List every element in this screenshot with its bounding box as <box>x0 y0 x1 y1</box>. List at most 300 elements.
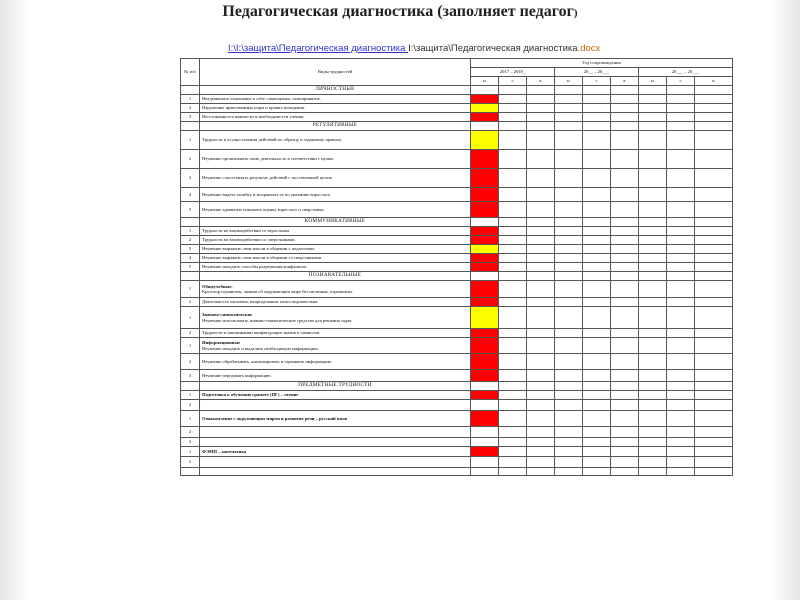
assessment-cell[interactable] <box>667 263 695 272</box>
assessment-cell[interactable] <box>639 447 667 457</box>
assessment-cell-yellow[interactable] <box>471 104 499 113</box>
assessment-cell[interactable] <box>471 457 499 468</box>
mark-header: н <box>471 77 499 86</box>
assessment-cell[interactable] <box>499 298 527 307</box>
assessment-cell[interactable] <box>583 391 611 400</box>
assessment-cell[interactable] <box>499 457 527 468</box>
section-cell <box>639 218 667 227</box>
assessment-cell[interactable] <box>555 113 583 122</box>
assessment-cell[interactable] <box>667 131 695 150</box>
assessment-cell[interactable] <box>611 370 639 382</box>
section-cell <box>555 122 583 131</box>
assessment-cell-red[interactable] <box>471 391 499 400</box>
assessment-cell[interactable] <box>667 245 695 254</box>
assessment-cell[interactable] <box>527 227 555 236</box>
assessment-cell[interactable] <box>499 427 527 438</box>
assessment-cell[interactable] <box>527 281 555 298</box>
assessment-cell[interactable] <box>611 329 639 338</box>
difficulty-text: Неумение организовать свою деятельность в соответствии с целью. <box>202 156 335 162</box>
assessment-cell[interactable] <box>639 438 667 447</box>
assessment-cell[interactable] <box>611 281 639 298</box>
assessment-cell[interactable] <box>695 427 733 438</box>
assessment-cell[interactable] <box>499 202 527 218</box>
assessment-cell[interactable] <box>555 104 583 113</box>
assessment-cell[interactable] <box>555 188 583 202</box>
section-cell <box>471 122 499 131</box>
assessment-cell[interactable] <box>611 457 639 468</box>
assessment-cell-red[interactable] <box>471 281 499 298</box>
assessment-cell[interactable] <box>583 188 611 202</box>
assessment-cell[interactable] <box>695 95 733 104</box>
assessment-cell[interactable] <box>527 468 555 476</box>
assessment-cell[interactable] <box>667 113 695 122</box>
difficulty-description <box>200 281 471 298</box>
table-row <box>181 263 733 272</box>
assessment-cell[interactable] <box>471 427 499 438</box>
assessment-cell[interactable] <box>611 254 639 263</box>
assessment-cell[interactable] <box>611 245 639 254</box>
assessment-cell[interactable] <box>667 438 695 447</box>
assessment-cell[interactable] <box>555 457 583 468</box>
assessment-cell[interactable] <box>639 104 667 113</box>
table-row <box>181 188 733 202</box>
assessment-cell[interactable] <box>527 338 555 354</box>
assessment-cell[interactable] <box>611 150 639 169</box>
assessment-cell[interactable] <box>527 254 555 263</box>
assessment-cell[interactable] <box>499 400 527 411</box>
section-cell <box>527 218 555 227</box>
table-row <box>181 447 733 457</box>
page-title-text: Педагогическая диагностика (заполняет педагог <box>222 3 574 20</box>
assessment-cell[interactable] <box>695 254 733 263</box>
difficulty-text: Трудности в осуществлении действий по образцу и заданному правилу. <box>202 137 343 143</box>
assessment-cell[interactable] <box>583 263 611 272</box>
assessment-cell[interactable] <box>695 391 733 400</box>
assessment-cell[interactable] <box>527 150 555 169</box>
assessment-cell[interactable] <box>611 354 639 370</box>
assessment-cell[interactable] <box>499 411 527 427</box>
assessment-cell[interactable] <box>583 202 611 218</box>
assessment-cell[interactable] <box>555 329 583 338</box>
assessment-cell[interactable] <box>611 427 639 438</box>
assessment-cell[interactable] <box>695 447 733 457</box>
assessment-cell[interactable] <box>667 254 695 263</box>
assessment-cell[interactable] <box>611 391 639 400</box>
assessment-cell[interactable] <box>583 329 611 338</box>
assessment-cell[interactable] <box>499 329 527 338</box>
assessment-cell[interactable] <box>555 438 583 447</box>
assessment-cell[interactable] <box>611 104 639 113</box>
table-row <box>181 169 733 188</box>
assessment-cell[interactable] <box>667 150 695 169</box>
assessment-cell[interactable] <box>527 263 555 272</box>
assessment-cell[interactable] <box>555 370 583 382</box>
assessment-cell[interactable] <box>527 188 555 202</box>
assessment-cell[interactable] <box>667 411 695 427</box>
assessment-cell[interactable] <box>639 188 667 202</box>
row-number: 2 <box>181 150 200 169</box>
assessment-cell[interactable] <box>583 411 611 427</box>
assessment-cell[interactable] <box>583 400 611 411</box>
assessment-cell[interactable] <box>695 468 733 476</box>
difficulty-text: Неумение находить способы разрешения конфликтов <box>202 264 307 270</box>
assessment-cell[interactable] <box>667 188 695 202</box>
assessment-cell[interactable] <box>555 447 583 457</box>
assessment-cell[interactable] <box>611 298 639 307</box>
row-number: 4 <box>181 254 200 263</box>
assessment-cell[interactable] <box>583 236 611 245</box>
assessment-cell[interactable] <box>583 254 611 263</box>
assessment-cell[interactable] <box>639 391 667 400</box>
assessment-cell[interactable] <box>583 113 611 122</box>
assessment-cell[interactable] <box>583 227 611 236</box>
assessment-cell[interactable] <box>583 150 611 169</box>
assessment-cell-yellow[interactable] <box>471 307 499 329</box>
assessment-cell[interactable] <box>527 169 555 188</box>
difficulty-description <box>200 427 471 438</box>
assessment-cell[interactable] <box>695 263 733 272</box>
section-cell <box>611 382 639 391</box>
section-cell <box>499 122 527 131</box>
assessment-cell[interactable] <box>499 104 527 113</box>
assessment-cell[interactable] <box>471 438 499 447</box>
assessment-cell[interactable] <box>611 188 639 202</box>
section-cell <box>583 382 611 391</box>
assessment-cell[interactable] <box>555 95 583 104</box>
assessment-cell[interactable] <box>667 104 695 113</box>
assessment-cell[interactable] <box>667 169 695 188</box>
assessment-cell[interactable] <box>639 370 667 382</box>
assessment-cell[interactable] <box>527 457 555 468</box>
assessment-cell[interactable] <box>611 468 639 476</box>
assessment-cell[interactable] <box>639 169 667 188</box>
assessment-cell[interactable] <box>583 338 611 354</box>
assessment-cell[interactable] <box>611 202 639 218</box>
assessment-cell[interactable] <box>583 307 611 329</box>
assessment-cell[interactable] <box>527 427 555 438</box>
assessment-cell[interactable] <box>499 227 527 236</box>
assessment-cell[interactable] <box>611 95 639 104</box>
assessment-cell[interactable] <box>639 150 667 169</box>
assessment-cell[interactable] <box>695 307 733 329</box>
row-number: 1 <box>181 281 200 298</box>
assessment-cell[interactable] <box>667 281 695 298</box>
assessment-cell[interactable] <box>583 438 611 447</box>
assessment-cell-red[interactable] <box>471 411 499 427</box>
assessment-cell[interactable] <box>471 400 499 411</box>
assessment-cell[interactable] <box>611 227 639 236</box>
assessment-cell[interactable] <box>639 427 667 438</box>
assessment-cell[interactable] <box>667 307 695 329</box>
assessment-cell[interactable] <box>555 150 583 169</box>
assessment-cell[interactable] <box>527 113 555 122</box>
assessment-cell[interactable] <box>555 202 583 218</box>
assessment-cell[interactable] <box>499 447 527 457</box>
assessment-cell[interactable] <box>639 113 667 122</box>
assessment-cell[interactable] <box>695 245 733 254</box>
assessment-cell[interactable] <box>527 245 555 254</box>
section-cell <box>555 272 583 281</box>
assessment-cell[interactable] <box>695 354 733 370</box>
assessment-cell[interactable] <box>583 427 611 438</box>
assessment-cell[interactable] <box>667 370 695 382</box>
link-root-drive[interactable]: I:\ <box>228 43 236 54</box>
assessment-cell[interactable] <box>611 236 639 245</box>
assessment-cell[interactable] <box>499 263 527 272</box>
section-cell <box>611 218 639 227</box>
assessment-cell-yellow[interactable] <box>471 131 499 150</box>
assessment-cell-red[interactable] <box>471 329 499 338</box>
assessment-cell[interactable] <box>639 227 667 236</box>
assessment-cell-red[interactable] <box>471 150 499 169</box>
assessment-cell-red[interactable] <box>471 298 499 307</box>
assessment-cell[interactable] <box>555 263 583 272</box>
assessment-cell[interactable] <box>499 354 527 370</box>
assessment-cell[interactable] <box>639 254 667 263</box>
assessment-cell[interactable] <box>499 391 527 400</box>
assessment-cell[interactable] <box>499 468 527 476</box>
assessment-cell[interactable] <box>499 188 527 202</box>
assessment-cell[interactable] <box>695 227 733 236</box>
assessment-cell[interactable] <box>695 338 733 354</box>
table-row <box>181 391 733 400</box>
assessment-cell[interactable] <box>639 468 667 476</box>
assessment-cell[interactable] <box>583 457 611 468</box>
assessment-cell[interactable] <box>499 370 527 382</box>
assessment-cell[interactable] <box>527 400 555 411</box>
assessment-cell[interactable] <box>499 245 527 254</box>
assessment-cell-red[interactable] <box>471 447 499 457</box>
assessment-cell-red[interactable] <box>471 227 499 236</box>
row-number: 2 <box>181 298 200 307</box>
assessment-cell[interactable] <box>639 298 667 307</box>
assessment-cell[interactable] <box>667 391 695 400</box>
assessment-cell[interactable] <box>667 400 695 411</box>
assessment-cell[interactable] <box>527 391 555 400</box>
assessment-cell[interactable] <box>639 202 667 218</box>
year-header: 2017 – 2018_ <box>471 68 555 77</box>
assessment-cell[interactable] <box>555 354 583 370</box>
assessment-cell[interactable] <box>555 411 583 427</box>
assessment-cell[interactable] <box>499 281 527 298</box>
assessment-cell[interactable] <box>611 263 639 272</box>
assessment-cell[interactable] <box>499 95 527 104</box>
assessment-cell[interactable] <box>527 104 555 113</box>
assessment-cell[interactable] <box>695 298 733 307</box>
assessment-cell[interactable] <box>527 329 555 338</box>
assessment-cell[interactable] <box>583 298 611 307</box>
assessment-cell[interactable] <box>583 468 611 476</box>
assessment-cell-red[interactable] <box>471 354 499 370</box>
assessment-cell[interactable] <box>611 438 639 447</box>
assessment-cell[interactable] <box>695 438 733 447</box>
assessment-cell[interactable] <box>611 400 639 411</box>
assessment-cell-red[interactable] <box>471 254 499 263</box>
assessment-cell[interactable] <box>527 236 555 245</box>
assessment-cell[interactable] <box>667 236 695 245</box>
assessment-cell[interactable] <box>695 370 733 382</box>
assessment-cell[interactable] <box>695 188 733 202</box>
difficulty-description <box>200 370 471 382</box>
assessment-cell[interactable] <box>639 338 667 354</box>
assessment-cell[interactable] <box>695 281 733 298</box>
assessment-cell[interactable] <box>695 169 733 188</box>
assessment-cell[interactable] <box>527 354 555 370</box>
table-row <box>181 338 733 354</box>
assessment-cell[interactable] <box>555 236 583 245</box>
difficulty-description <box>200 457 471 468</box>
section-title: ПРЕДМЕТНЫЕ ТРУДНОСТИ <box>200 382 471 391</box>
assessment-cell[interactable] <box>667 354 695 370</box>
assessment-cell[interactable] <box>639 354 667 370</box>
assessment-cell[interactable] <box>527 411 555 427</box>
assessment-cell[interactable] <box>499 113 527 122</box>
assessment-cell[interactable] <box>695 150 733 169</box>
assessment-cell[interactable] <box>555 254 583 263</box>
assessment-cell[interactable] <box>527 447 555 457</box>
assessment-cell[interactable] <box>611 113 639 122</box>
assessment-cell-red[interactable] <box>471 236 499 245</box>
assessment-cell-red[interactable] <box>471 113 499 122</box>
table-row <box>181 329 733 338</box>
assessment-cell[interactable] <box>583 370 611 382</box>
difficulty-description <box>200 400 471 411</box>
assessment-cell[interactable] <box>499 236 527 245</box>
assessment-cell[interactable] <box>499 131 527 150</box>
assessment-cell-red[interactable] <box>471 370 499 382</box>
assessment-cell[interactable] <box>555 391 583 400</box>
assessment-cell[interactable] <box>555 307 583 329</box>
assessment-cell[interactable] <box>527 131 555 150</box>
assessment-cell[interactable] <box>667 329 695 338</box>
assessment-cell[interactable] <box>611 307 639 329</box>
assessment-cell[interactable] <box>639 307 667 329</box>
assessment-cell[interactable] <box>667 447 695 457</box>
assessment-cell[interactable] <box>555 245 583 254</box>
assessment-cell-red[interactable] <box>471 188 499 202</box>
assessment-cell[interactable] <box>695 329 733 338</box>
section-cell <box>695 218 733 227</box>
assessment-cell[interactable] <box>555 227 583 236</box>
assessment-cell[interactable] <box>639 281 667 298</box>
assessment-cell[interactable] <box>583 169 611 188</box>
assessment-cell[interactable] <box>639 236 667 245</box>
assessment-cell[interactable] <box>583 131 611 150</box>
assessment-cell[interactable] <box>695 457 733 468</box>
assessment-cell-yellow[interactable] <box>471 245 499 254</box>
assessment-cell[interactable] <box>499 169 527 188</box>
assessment-cell[interactable] <box>499 254 527 263</box>
assessment-cell[interactable] <box>667 202 695 218</box>
assessment-cell[interactable] <box>555 298 583 307</box>
assessment-cell[interactable] <box>611 169 639 188</box>
assessment-cell[interactable] <box>695 131 733 150</box>
difficulty-description <box>200 354 471 370</box>
difficulty-text: Неумение передавать информацию. <box>202 372 272 378</box>
assessment-cell[interactable] <box>583 447 611 457</box>
assessment-cell[interactable] <box>583 95 611 104</box>
section-spacer <box>181 218 200 227</box>
assessment-cell[interactable] <box>499 438 527 447</box>
assessment-cell[interactable] <box>555 427 583 438</box>
assessment-cell[interactable] <box>555 468 583 476</box>
assessment-cell[interactable] <box>695 113 733 122</box>
assessment-cell[interactable] <box>639 245 667 254</box>
section-cell <box>583 86 611 95</box>
assessment-cell[interactable] <box>695 411 733 427</box>
assessment-cell[interactable] <box>555 400 583 411</box>
assessment-cell[interactable] <box>555 131 583 150</box>
assessment-cell-red[interactable] <box>471 263 499 272</box>
assessment-cell[interactable] <box>527 438 555 447</box>
assessment-cell-red[interactable] <box>471 338 499 354</box>
assessment-cell-red[interactable] <box>471 202 499 218</box>
difficulty-text: Неадекватное отношение к себе: самооценка, самопринятие. <box>202 96 321 102</box>
assessment-cell[interactable] <box>527 202 555 218</box>
assessment-cell[interactable] <box>611 131 639 150</box>
assessment-cell[interactable] <box>695 104 733 113</box>
assessment-cell[interactable] <box>471 468 499 476</box>
assessment-cell[interactable] <box>499 307 527 329</box>
assessment-cell[interactable] <box>639 400 667 411</box>
assessment-cell[interactable] <box>639 95 667 104</box>
page-shadow-left <box>0 0 30 600</box>
assessment-cell[interactable] <box>667 227 695 236</box>
assessment-cell[interactable] <box>667 95 695 104</box>
difficulty-description <box>200 254 471 263</box>
section-cell <box>667 382 695 391</box>
assessment-cell[interactable] <box>667 427 695 438</box>
assessment-cell[interactable] <box>583 354 611 370</box>
assessment-cell[interactable] <box>583 281 611 298</box>
difficulty-description <box>200 236 471 245</box>
assessment-cell[interactable] <box>611 411 639 427</box>
assessment-cell[interactable] <box>555 281 583 298</box>
assessment-cell[interactable] <box>527 298 555 307</box>
assessment-cell[interactable] <box>639 131 667 150</box>
assessment-cell[interactable] <box>639 329 667 338</box>
assessment-cell[interactable] <box>555 169 583 188</box>
difficulty-description <box>200 131 471 150</box>
assessment-cell[interactable] <box>639 411 667 427</box>
assessment-cell-red[interactable] <box>471 95 499 104</box>
assessment-cell[interactable] <box>639 457 667 468</box>
assessment-cell[interactable] <box>527 370 555 382</box>
assessment-cell[interactable] <box>527 307 555 329</box>
assessment-cell[interactable] <box>667 298 695 307</box>
assessment-cell[interactable] <box>667 457 695 468</box>
assessment-cell[interactable] <box>667 468 695 476</box>
table-row <box>181 370 733 382</box>
assessment-cell[interactable] <box>499 338 527 354</box>
assessment-cell[interactable] <box>611 338 639 354</box>
assessment-cell[interactable] <box>667 338 695 354</box>
assessment-cell[interactable] <box>611 447 639 457</box>
assessment-cell[interactable] <box>695 202 733 218</box>
assessment-cell[interactable] <box>639 263 667 272</box>
difficulty-description <box>200 438 471 447</box>
assessment-cell[interactable] <box>695 236 733 245</box>
assessment-cell[interactable] <box>583 104 611 113</box>
assessment-cell[interactable] <box>555 338 583 354</box>
assessment-cell-red[interactable] <box>471 169 499 188</box>
assessment-cell[interactable] <box>583 245 611 254</box>
assessment-cell[interactable] <box>695 400 733 411</box>
assessment-cell[interactable] <box>499 150 527 169</box>
difficulty-label: Знаково-символические <box>202 312 253 318</box>
assessment-cell[interactable] <box>527 95 555 104</box>
link-diagnostics-path[interactable]: I:\защита\Педагогическая диагностика <box>235 43 409 54</box>
